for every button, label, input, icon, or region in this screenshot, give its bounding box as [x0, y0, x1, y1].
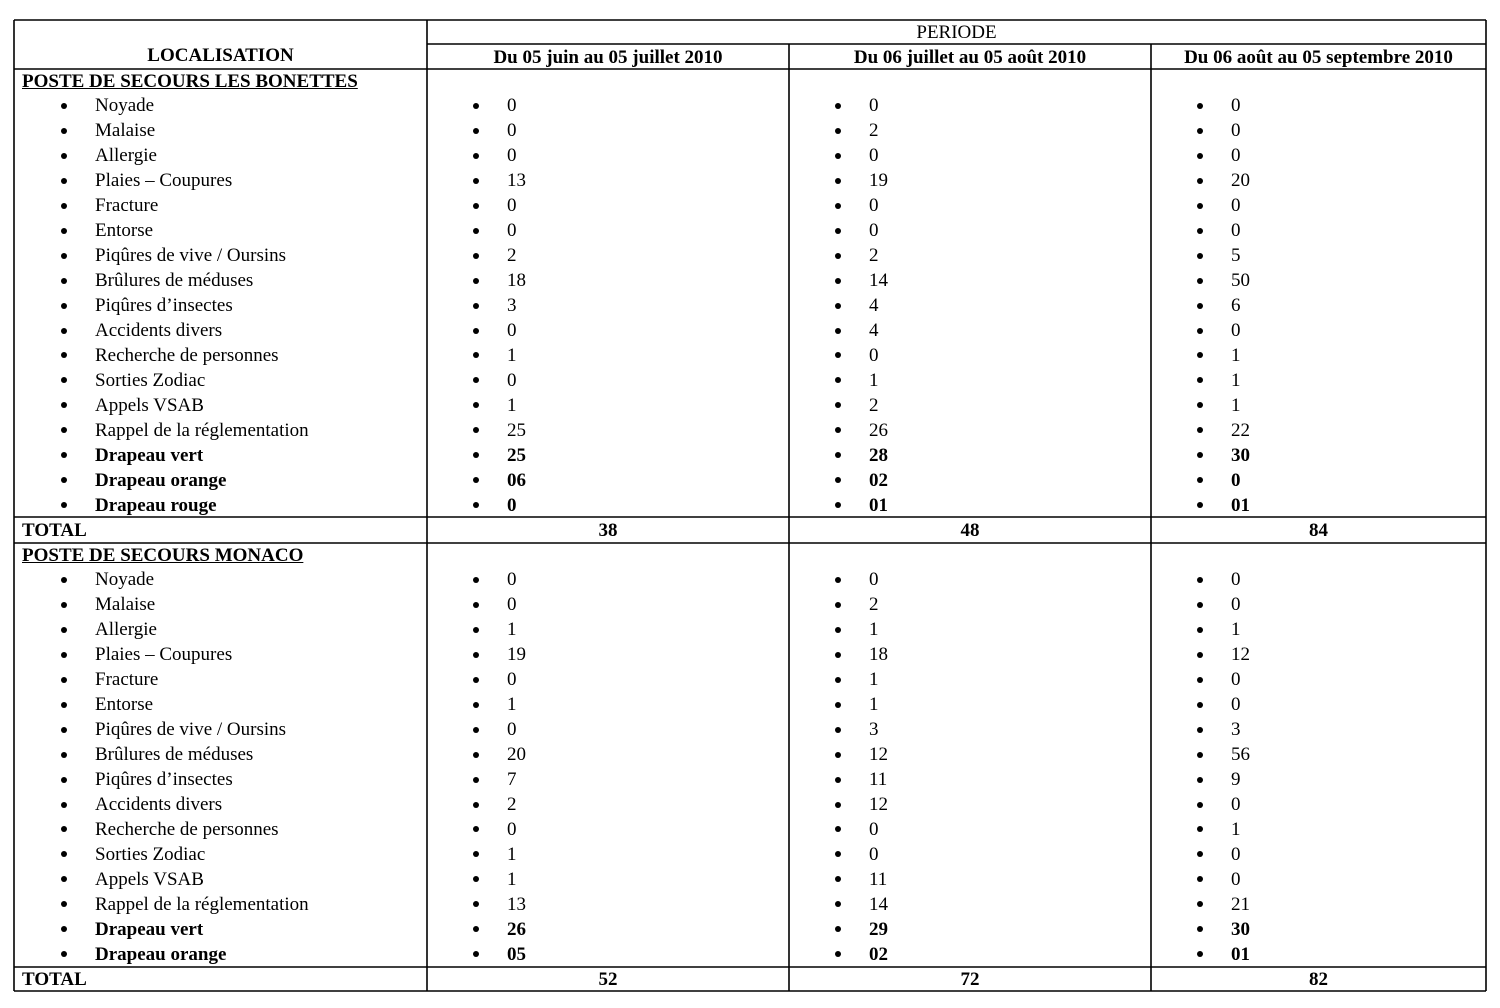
- row-value: 0: [869, 344, 879, 366]
- period-header: Du 05 juin au 05 juillet 2010: [493, 46, 723, 68]
- row-value: 26: [507, 918, 526, 940]
- bullet-icon: [835, 752, 841, 758]
- row-value: 18: [869, 644, 888, 666]
- row-value: 02: [869, 943, 888, 965]
- bullet-icon: [835, 103, 841, 109]
- row-value: 13: [507, 893, 526, 915]
- row-label: Recherche de personnes: [95, 344, 279, 366]
- row-label: Piqûres de vive / Oursins: [95, 719, 287, 741]
- row-value: 22: [1231, 419, 1250, 441]
- row-label: Allergie: [95, 145, 157, 167]
- row-value: 1: [1231, 818, 1241, 840]
- row-value: 18: [507, 270, 526, 292]
- row-value: 3: [869, 719, 879, 741]
- row-value: 19: [507, 644, 526, 666]
- bullet-icon: [1197, 103, 1203, 109]
- bullet-icon: [473, 178, 479, 184]
- row-label: Brûlures de méduses: [95, 270, 254, 292]
- bullet-icon: [61, 278, 67, 284]
- bullet-icon: [61, 677, 67, 683]
- row-value: 28: [869, 444, 888, 466]
- bullet-icon: [1197, 752, 1203, 758]
- row-value: 0: [507, 569, 517, 591]
- bullet-icon: [1197, 128, 1203, 134]
- row-value: 1: [507, 619, 517, 641]
- row-value: 1: [507, 344, 517, 366]
- row-value: 01: [1231, 943, 1250, 965]
- row-label: Piqûres d’insectes: [95, 769, 233, 791]
- row-value: 0: [869, 569, 879, 591]
- row-value: 0: [869, 818, 879, 840]
- localisation-header: LOCALISATION: [147, 44, 294, 66]
- row-value: 1: [869, 369, 879, 391]
- row-value: 0: [507, 320, 517, 341]
- row-value: 0: [1231, 120, 1241, 142]
- row-value: 0: [1231, 469, 1241, 491]
- row-value: 20: [507, 744, 526, 766]
- row-value: 2: [507, 245, 517, 267]
- row-value: 05: [507, 943, 526, 965]
- row-value: 30: [1231, 918, 1250, 940]
- bullet-icon: [1197, 153, 1203, 159]
- row-label: Drapeau vert: [95, 918, 204, 940]
- row-value: 0: [869, 95, 879, 117]
- row-value: 0: [1231, 594, 1241, 616]
- bullet-icon: [61, 253, 67, 259]
- bullet-icon: [1197, 577, 1203, 583]
- row-value: 30: [1231, 444, 1250, 466]
- row-value: 1: [507, 394, 517, 416]
- row-value: 0: [869, 195, 879, 217]
- row-value: 1: [1231, 369, 1241, 391]
- total-value: 84: [1309, 519, 1328, 541]
- bullet-icon: [61, 303, 67, 309]
- row-value: 06: [507, 469, 526, 491]
- bullet-icon: [473, 677, 479, 683]
- bullet-icon: [835, 777, 841, 783]
- row-value: 11: [869, 868, 888, 890]
- bullet-icon: [1197, 802, 1203, 808]
- row-value: 26: [869, 419, 888, 441]
- row-value: 12: [1231, 644, 1250, 666]
- row-label: Appels VSAB: [95, 868, 204, 890]
- row-value: 0: [507, 120, 517, 142]
- row-value: 1: [1231, 619, 1241, 641]
- row-value: 0: [507, 369, 517, 391]
- row-value: 6: [1231, 295, 1241, 317]
- row-value: 29: [869, 918, 888, 940]
- row-value: 9: [1231, 769, 1241, 791]
- bullet-icon: [61, 328, 67, 334]
- bullet-icon: [1197, 303, 1203, 309]
- bullet-icon: [473, 777, 479, 783]
- bullet-icon: [61, 702, 67, 708]
- bullet-icon: [61, 802, 67, 808]
- row-value: 19: [869, 170, 888, 192]
- bullet-icon: [1197, 702, 1203, 708]
- bullet-icon: [61, 128, 67, 134]
- bullet-icon: [835, 153, 841, 159]
- bullet-icon: [1197, 203, 1203, 209]
- row-label: Drapeau vert: [95, 444, 204, 466]
- bullet-icon: [1197, 627, 1203, 633]
- bullet-icon: [61, 627, 67, 633]
- row-value: 0: [507, 145, 517, 167]
- bullet-icon: [1197, 677, 1203, 683]
- row-value: 12: [869, 794, 888, 815]
- row-value: 0: [1231, 320, 1241, 341]
- row-value: 7: [507, 769, 517, 791]
- row-value: 1: [1231, 394, 1241, 416]
- row-value: 0: [507, 719, 517, 741]
- row-label: Plaies – Coupures: [95, 644, 233, 666]
- bullet-icon: [473, 153, 479, 159]
- row-value: 3: [1231, 719, 1241, 741]
- row-label: Brûlures de méduses: [95, 744, 254, 766]
- bullet-icon: [61, 203, 67, 209]
- periode-header: PERIODE: [916, 21, 997, 43]
- row-value: 4: [869, 295, 879, 317]
- row-value: 12: [869, 744, 888, 766]
- total-value: 52: [598, 968, 618, 990]
- row-label: Drapeau orange: [95, 943, 227, 965]
- bullet-icon: [473, 652, 479, 658]
- row-value: 21: [1231, 893, 1250, 915]
- section-title: POSTE DE SECOURS MONACO: [22, 544, 304, 566]
- row-value: 0: [507, 95, 517, 117]
- total-label: TOTAL: [22, 968, 87, 990]
- bullet-icon: [835, 178, 841, 184]
- row-label: Accidents divers: [95, 320, 223, 341]
- row-label: Sorties Zodiac: [95, 843, 206, 865]
- row-label: Malaise: [95, 120, 156, 142]
- period-header: Du 06 août au 05 septembre 2010: [1184, 46, 1453, 68]
- row-value: 1: [869, 619, 879, 641]
- row-value: 4: [869, 320, 879, 341]
- bullet-icon: [1197, 727, 1203, 733]
- bullet-icon: [1197, 777, 1203, 783]
- row-value: 25: [507, 419, 526, 441]
- bullet-icon: [473, 128, 479, 134]
- row-value: 50: [1231, 270, 1250, 292]
- row-value: 3: [507, 295, 517, 317]
- row-value: 2: [869, 594, 879, 616]
- bullet-icon: [835, 278, 841, 284]
- row-value: 0: [1231, 569, 1241, 591]
- bullet-icon: [835, 328, 841, 334]
- row-value: 2: [869, 120, 879, 142]
- bullet-icon: [1197, 228, 1203, 234]
- bullet-icon: [473, 328, 479, 334]
- row-label: Piqûres d’insectes: [95, 295, 233, 317]
- bullet-icon: [61, 652, 67, 658]
- bullet-icon: [1197, 602, 1203, 608]
- total-value: 72: [960, 968, 980, 990]
- total-label: TOTAL: [22, 519, 87, 541]
- total-value: 48: [960, 519, 980, 541]
- row-label: Fracture: [95, 669, 159, 691]
- bullet-icon: [473, 802, 479, 808]
- row-value: 0: [507, 494, 517, 516]
- row-value: 0: [1231, 195, 1241, 217]
- row-label: Noyade: [95, 569, 155, 591]
- bullet-icon: [473, 627, 479, 633]
- row-label: Allergie: [95, 619, 157, 641]
- row-label: Drapeau orange: [95, 469, 227, 491]
- row-value: 1: [507, 843, 517, 865]
- row-value: 0: [507, 669, 517, 691]
- row-label: Malaise: [95, 594, 156, 616]
- row-label: Piqûres de vive / Oursins: [95, 245, 287, 267]
- bullet-icon: [835, 602, 841, 608]
- bullet-icon: [61, 727, 67, 733]
- row-value: 0: [1231, 794, 1241, 815]
- row-value: 20: [1231, 170, 1250, 192]
- row-label: Noyade: [95, 95, 155, 117]
- row-label: Fracture: [95, 195, 159, 217]
- row-value: 0: [869, 843, 879, 865]
- bullet-icon: [835, 228, 841, 234]
- bullet-icon: [1197, 253, 1203, 259]
- bullet-icon: [61, 228, 67, 234]
- row-value: 14: [869, 893, 888, 915]
- bullet-icon: [473, 702, 479, 708]
- bullet-icon: [473, 303, 479, 309]
- bullet-icon: [61, 752, 67, 758]
- row-value: 0: [869, 145, 879, 167]
- bullet-icon: [835, 203, 841, 209]
- row-value: 1: [869, 694, 879, 716]
- bullet-icon: [473, 727, 479, 733]
- row-value: 01: [1231, 494, 1250, 516]
- row-value: 1: [869, 669, 879, 691]
- row-label: Appels VSAB: [95, 394, 204, 416]
- row-value: 01: [869, 494, 888, 516]
- bullet-icon: [835, 702, 841, 708]
- row-value: 14: [869, 270, 888, 292]
- bullet-icon: [835, 652, 841, 658]
- row-value: 0: [507, 195, 517, 217]
- row-value: 1: [507, 694, 517, 716]
- row-value: 2: [869, 394, 879, 416]
- bullet-icon: [835, 128, 841, 134]
- bullet-icon: [61, 153, 67, 159]
- bullet-icon: [835, 627, 841, 633]
- row-label: Sorties Zodiac: [95, 369, 206, 391]
- bullet-icon: [473, 752, 479, 758]
- total-value: 82: [1309, 968, 1328, 990]
- row-value: 1: [1231, 344, 1241, 366]
- bullet-icon: [1197, 652, 1203, 658]
- bullet-icon: [473, 203, 479, 209]
- row-label: Accidents divers: [95, 794, 223, 815]
- bullet-icon: [473, 228, 479, 234]
- bullet-icon: [835, 303, 841, 309]
- total-value: 38: [598, 519, 618, 541]
- row-value: 0: [1231, 95, 1241, 117]
- bullet-icon: [835, 577, 841, 583]
- bullet-icon: [61, 103, 67, 109]
- row-value: 13: [507, 170, 526, 192]
- row-value: 0: [1231, 843, 1241, 865]
- row-value: 0: [869, 220, 879, 242]
- row-value: 2: [869, 245, 879, 267]
- bullet-icon: [835, 253, 841, 259]
- section-title: POSTE DE SECOURS LES BONETTES: [22, 70, 358, 92]
- row-value: 0: [1231, 145, 1241, 167]
- row-label: Recherche de personnes: [95, 818, 279, 840]
- row-label: Rappel de la réglementation: [95, 893, 309, 915]
- row-value: 2: [507, 794, 517, 815]
- row-value: 02: [869, 469, 888, 491]
- bullet-icon: [835, 727, 841, 733]
- bullet-icon: [61, 602, 67, 608]
- bullet-icon: [473, 103, 479, 109]
- period-header: Du 06 juillet au 05 août 2010: [853, 46, 1087, 68]
- row-label: Plaies – Coupures: [95, 170, 233, 192]
- bullet-icon: [61, 577, 67, 583]
- bullet-icon: [61, 178, 67, 184]
- bullet-icon: [61, 777, 67, 783]
- row-value: 0: [507, 220, 517, 242]
- row-value: 0: [1231, 669, 1241, 691]
- row-value: 11: [869, 769, 888, 791]
- row-value: 5: [1231, 245, 1241, 267]
- row-value: 0: [1231, 220, 1241, 242]
- row-value: 56: [1231, 744, 1250, 766]
- bullet-icon: [473, 253, 479, 259]
- row-value: 1: [507, 868, 517, 890]
- row-value: 0: [507, 818, 517, 840]
- bullet-icon: [835, 677, 841, 683]
- bullet-icon: [473, 577, 479, 583]
- row-value: 0: [507, 594, 517, 616]
- bullet-icon: [473, 278, 479, 284]
- row-label: Rappel de la réglementation: [95, 419, 309, 441]
- row-value: 0: [1231, 694, 1241, 716]
- bullet-icon: [1197, 278, 1203, 284]
- bullet-icon: [835, 802, 841, 808]
- row-label: Entorse: [95, 220, 154, 242]
- bullet-icon: [473, 602, 479, 608]
- row-label: Drapeau rouge: [95, 494, 217, 516]
- bullet-icon: [1197, 328, 1203, 334]
- row-value: 25: [507, 444, 526, 466]
- bullet-icon: [1197, 178, 1203, 184]
- row-label: Entorse: [95, 694, 154, 716]
- row-value: 0: [1231, 868, 1241, 890]
